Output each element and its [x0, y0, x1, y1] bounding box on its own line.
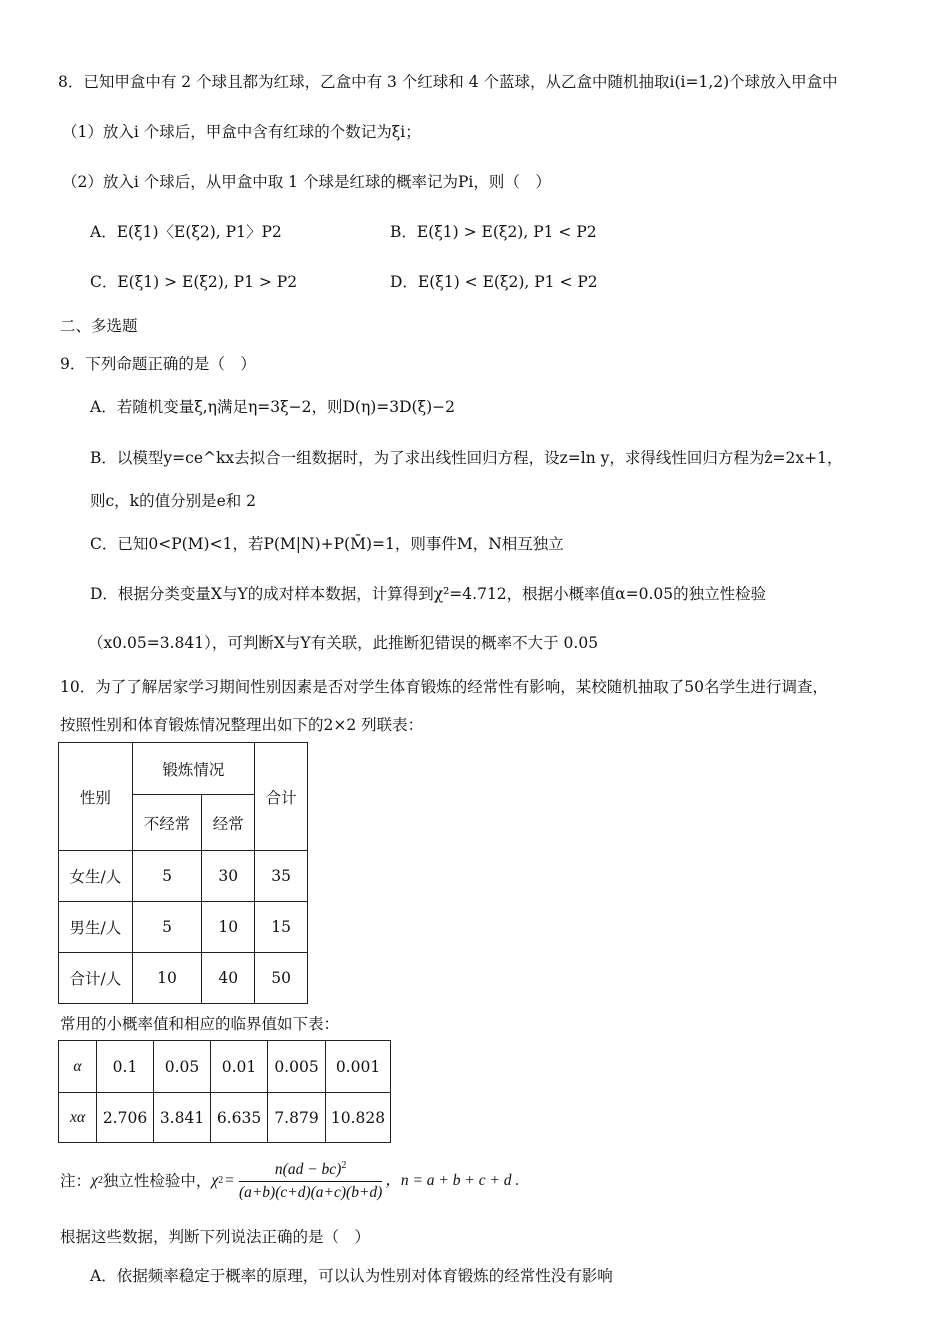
- table-cell: 10.828: [326, 1093, 391, 1143]
- numerator-exponent: 2: [341, 1159, 347, 1171]
- critical-table-caption-text: 常用的小概率值和相应的临界值如下表：: [60, 1015, 340, 1033]
- q10-stem-line1: [60, 676, 828, 698]
- formula-denominator: (a+b)(c+d)(a+c)(b+d): [238, 1183, 383, 1201]
- header-exercise: 锻炼情况: [132, 743, 255, 795]
- table-row: [59, 851, 308, 902]
- formula-numerator: [239, 1160, 382, 1182]
- table-cell: 10: [132, 953, 202, 1004]
- q8-stem-text: 8．已知甲盒中有 2 个球且都为红球，乙盒中有 3 个红球和 4 个蓝球，从乙盒中随机抽取i(i=1,2)个球放入甲盒中: [58, 73, 838, 91]
- table-cell: 0.1: [97, 1041, 154, 1093]
- table-row: [59, 902, 308, 953]
- header-total: 合计: [255, 743, 308, 851]
- table-cell: 30: [202, 851, 255, 902]
- table-cell: 35: [255, 851, 308, 902]
- q8-option-a: [90, 221, 282, 243]
- q10-stem-line2: [60, 714, 423, 736]
- table-cell: 0.01: [211, 1041, 268, 1093]
- header-often: 经常: [202, 795, 255, 851]
- q8-option-d-text: D．E(ξ1) < E(ξ2), P1 < P2: [390, 273, 598, 291]
- q8-part2: [62, 171, 551, 193]
- q8-part1: [62, 121, 421, 143]
- table-cell: 3.841: [154, 1093, 211, 1143]
- table-cell: 6.635: [211, 1093, 268, 1143]
- q9-option-d-line2: [88, 632, 598, 654]
- table-cell: 0.05: [154, 1041, 211, 1093]
- row-label: 合计/人: [59, 953, 133, 1004]
- table-cell: 10: [202, 902, 255, 953]
- q10-question: [60, 1226, 370, 1248]
- chi-square-note: 注： χ 2 独立性检验中， χ 2 = $\frac{n(ad - bc)^2}{(a+b)(c+d)(a+c)(b+d)}$ ，n = a + b + c + d .: [60, 1158, 519, 1204]
- chi-symbol: χ: [91, 1172, 98, 1189]
- critical-value-table: [58, 1040, 391, 1143]
- q9-option-b-line2: [90, 490, 256, 512]
- alpha-header: α: [59, 1041, 97, 1093]
- q8-part1-text: （1）放入i 个球后，甲盒中含有红球的个数记为ξi；: [62, 123, 421, 141]
- table-cell: 5: [132, 902, 202, 953]
- chi-symbol-2: χ: [211, 1172, 219, 1189]
- q9-option-c-text: C．已知0<P(M)<1，若P(M|N)+P(M̄)=1，则事件M，N相互独立: [90, 535, 564, 553]
- q10-option-a-text: A．依据频率稳定于概率的原理，可以认为性别对体育锻炼的经常性没有影响: [90, 1267, 613, 1285]
- q9-stem-text: 9．下列命题正确的是（ ）: [60, 355, 256, 373]
- q8-option-d: [390, 271, 598, 293]
- note-n-sum: ，n = a + b + c + d .: [385, 1172, 520, 1189]
- q9-option-a-text: A．若随机变量ξ,η满足η=3ξ−2，则D(η)=3D(ξ)−2: [90, 398, 456, 416]
- q10-option-a: [90, 1265, 613, 1287]
- q9-option-b-text: B．以模型y=ce^kx去拟合一组数据时，为了求出线性回归方程，设z=ln y，求得线性回归方程为ẑ=2x+1，: [90, 449, 843, 467]
- q9-option-c: [90, 533, 564, 555]
- x-alpha-header: xα: [59, 1093, 97, 1143]
- critical-table-caption: [60, 1013, 339, 1035]
- section-heading-text: 二、多选题: [60, 317, 138, 335]
- note-prefix: 注：: [60, 1172, 92, 1190]
- q9-option-d-line1: [90, 583, 766, 605]
- section-heading: [60, 315, 138, 337]
- table-row: [59, 1093, 391, 1143]
- table-cell: 0.001: [326, 1041, 391, 1093]
- q9-option-b-cont-text: 则c，k的值分别是e和 2: [90, 492, 257, 510]
- table-cell: 7.879: [268, 1093, 326, 1143]
- equals-sign: =: [225, 1172, 234, 1189]
- table-cell: 15: [255, 902, 308, 953]
- q8-option-b-text: B．E(ξ1) > E(ξ2), P1 < P2: [390, 223, 597, 241]
- formula-numerator-text: n(ad − bc): [274, 1160, 342, 1178]
- q9-option-b-line1: [90, 447, 843, 469]
- q9-option-d-cont-text: （x0.05=3.841），可判断X与Y有关联，此推断犯错误的概率不大于 0.05: [88, 634, 599, 652]
- q8-option-a-text: A．E(ξ1)〈E(ξ2), P1〉P2: [90, 223, 282, 241]
- row-label: 男生/人: [59, 902, 133, 953]
- table-cell: 0.005: [268, 1041, 326, 1093]
- table-cell: 5: [132, 851, 202, 902]
- table-row: [59, 1041, 391, 1093]
- note-mid-text: 独立性检验中，: [102, 1172, 212, 1190]
- q9-stem: [60, 353, 256, 375]
- q8-option-c: [90, 271, 297, 293]
- q8-option-c-text: C．E(ξ1) > E(ξ2), P1 > P2: [90, 273, 298, 291]
- header-not-often: 不经常: [132, 795, 202, 851]
- q10-stem-cont-text: 按照性别和体育锻炼情况整理出如下的2×2 列联表：: [60, 716, 424, 734]
- q9-option-a: [90, 396, 455, 418]
- q9-option-d-text: D．根据分类变量X与Y的成对样本数据，计算得到χ²=4.712，根据小概率值α=0.05的独立性检验: [90, 585, 767, 603]
- q8-stem: [58, 71, 838, 93]
- table-cell: 2.706: [97, 1093, 154, 1143]
- q10-stem-text: 10．为了了解居家学习期间性别因素是否对学生体育锻炼的经常性有影响，某校随机抽取了50名学生进行调查，: [60, 678, 828, 696]
- q8-option-b: [390, 221, 597, 243]
- contingency-table: [58, 742, 308, 1004]
- q8-part2-text: （2）放入i 个球后，从甲盒中取 1 个球是红球的概率记为Pi，则（ ）: [62, 173, 551, 191]
- table-row: [59, 953, 308, 1004]
- q10-question-text: 根据这些数据，判断下列说法正确的是（ ）: [60, 1228, 371, 1246]
- chi-square-formula: [239, 1160, 382, 1203]
- table-cell: 50: [255, 953, 308, 1004]
- header-gender: 性别: [59, 743, 133, 851]
- row-label: 女生/人: [59, 851, 133, 902]
- table-cell: 40: [202, 953, 255, 1004]
